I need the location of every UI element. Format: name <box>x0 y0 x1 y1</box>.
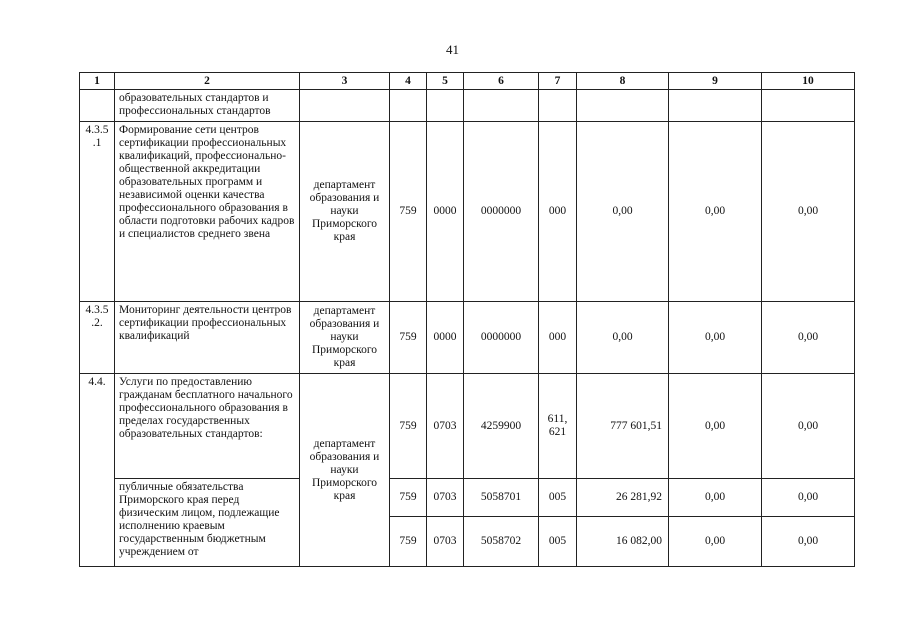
cell-executor: департамент образования и науки Приморского края <box>300 122 390 302</box>
cell-col9: 0,00 <box>669 122 762 302</box>
table-row <box>80 122 855 302</box>
cell-col4: 759 <box>390 517 427 567</box>
cell-name: публичные обязательства Приморского края перед физическим лицом, подлежащие исполнению краевым государственным бюджетным учреждением от <box>115 479 300 567</box>
cell-col7: 005 <box>539 517 577 567</box>
cell-name: Формирование сети центров сертификации профессиональных квалификаций, профессионально-общественной аккредитации образовательных программ и независимой оценки качества профессионального образования в области подготовки рабочих кадров и специалистов среднего звена <box>115 122 300 302</box>
header-cell: 3 <box>300 73 390 90</box>
cell-number: 4.3.5 .2. <box>80 302 115 374</box>
cell-number: 4.3.5 .1 <box>80 122 115 302</box>
cell-col9: 0,00 <box>669 374 762 479</box>
table-row <box>80 374 855 479</box>
cell-col5: 0703 <box>427 374 464 479</box>
cell-col6: 5058701 <box>464 479 539 517</box>
cell-col6: 4259900 <box>464 374 539 479</box>
cell-col4: 759 <box>390 374 427 479</box>
cell-col5: 0703 <box>427 517 464 567</box>
cell-col7: 000 <box>539 122 577 302</box>
cell-col10: 0,00 <box>762 374 855 479</box>
cell-col8: 26 281,92 <box>577 479 669 517</box>
cell-col7: 000 <box>539 302 577 374</box>
header-cell: 8 <box>577 73 669 90</box>
cell-executor: департамент образования и науки Приморского края <box>300 374 390 567</box>
header-cell: 2 <box>115 73 300 90</box>
cell-col6: 0000000 <box>464 122 539 302</box>
header-cell: 10 <box>762 73 855 90</box>
cell-number: 4.4. <box>80 374 115 567</box>
cell-col9: 0,00 <box>669 479 762 517</box>
cell-col9: 0,00 <box>669 517 762 567</box>
cell-name: образовательных стандартов и профессиональных стандартов <box>115 90 300 122</box>
cell-col9: 0,00 <box>669 302 762 374</box>
header-cell: 4 <box>390 73 427 90</box>
cell-col5: 0000 <box>427 122 464 302</box>
cell-col4: 759 <box>390 479 427 517</box>
cell-name: Мониторинг деятельности центров сертификации профессиональных квалификаций <box>115 302 300 374</box>
cell-col10: 0,00 <box>762 479 855 517</box>
table-row <box>80 302 855 374</box>
cell-col4: 759 <box>390 302 427 374</box>
cell-col8: 0,00 <box>577 122 669 302</box>
cell-executor <box>300 90 390 122</box>
cell-number <box>80 90 115 122</box>
cell-col6: 0000000 <box>464 302 539 374</box>
table-row <box>80 90 855 122</box>
cell-name: Услуги по предоставлению гражданам бесплатного начального профессионального образования в пределах государственных образовательных стандартов: <box>115 374 300 479</box>
cell-col7: 005 <box>539 479 577 517</box>
cell-col10: 0,00 <box>762 302 855 374</box>
cell-col8: 777 601,51 <box>577 374 669 479</box>
header-cell: 7 <box>539 73 577 90</box>
header-cell: 5 <box>427 73 464 90</box>
budget-table <box>79 72 855 567</box>
cell-col5: 0000 <box>427 302 464 374</box>
cell-col7: 611, 621 <box>539 374 577 479</box>
header-cell: 6 <box>464 73 539 90</box>
page-number: 41 <box>446 42 459 57</box>
header-cell: 1 <box>80 73 115 90</box>
cell-col4: 759 <box>390 122 427 302</box>
cell-col8: 0,00 <box>577 302 669 374</box>
cell-col10: 0,00 <box>762 517 855 567</box>
header-row <box>80 73 855 90</box>
header-cell: 9 <box>669 73 762 90</box>
cell-col10: 0,00 <box>762 122 855 302</box>
cell-col6: 5058702 <box>464 517 539 567</box>
cell-col5: 0703 <box>427 479 464 517</box>
cell-executor: департамент образования и науки Приморского края <box>300 302 390 374</box>
table-row <box>80 479 855 517</box>
cell-col8: 16 082,00 <box>577 517 669 567</box>
